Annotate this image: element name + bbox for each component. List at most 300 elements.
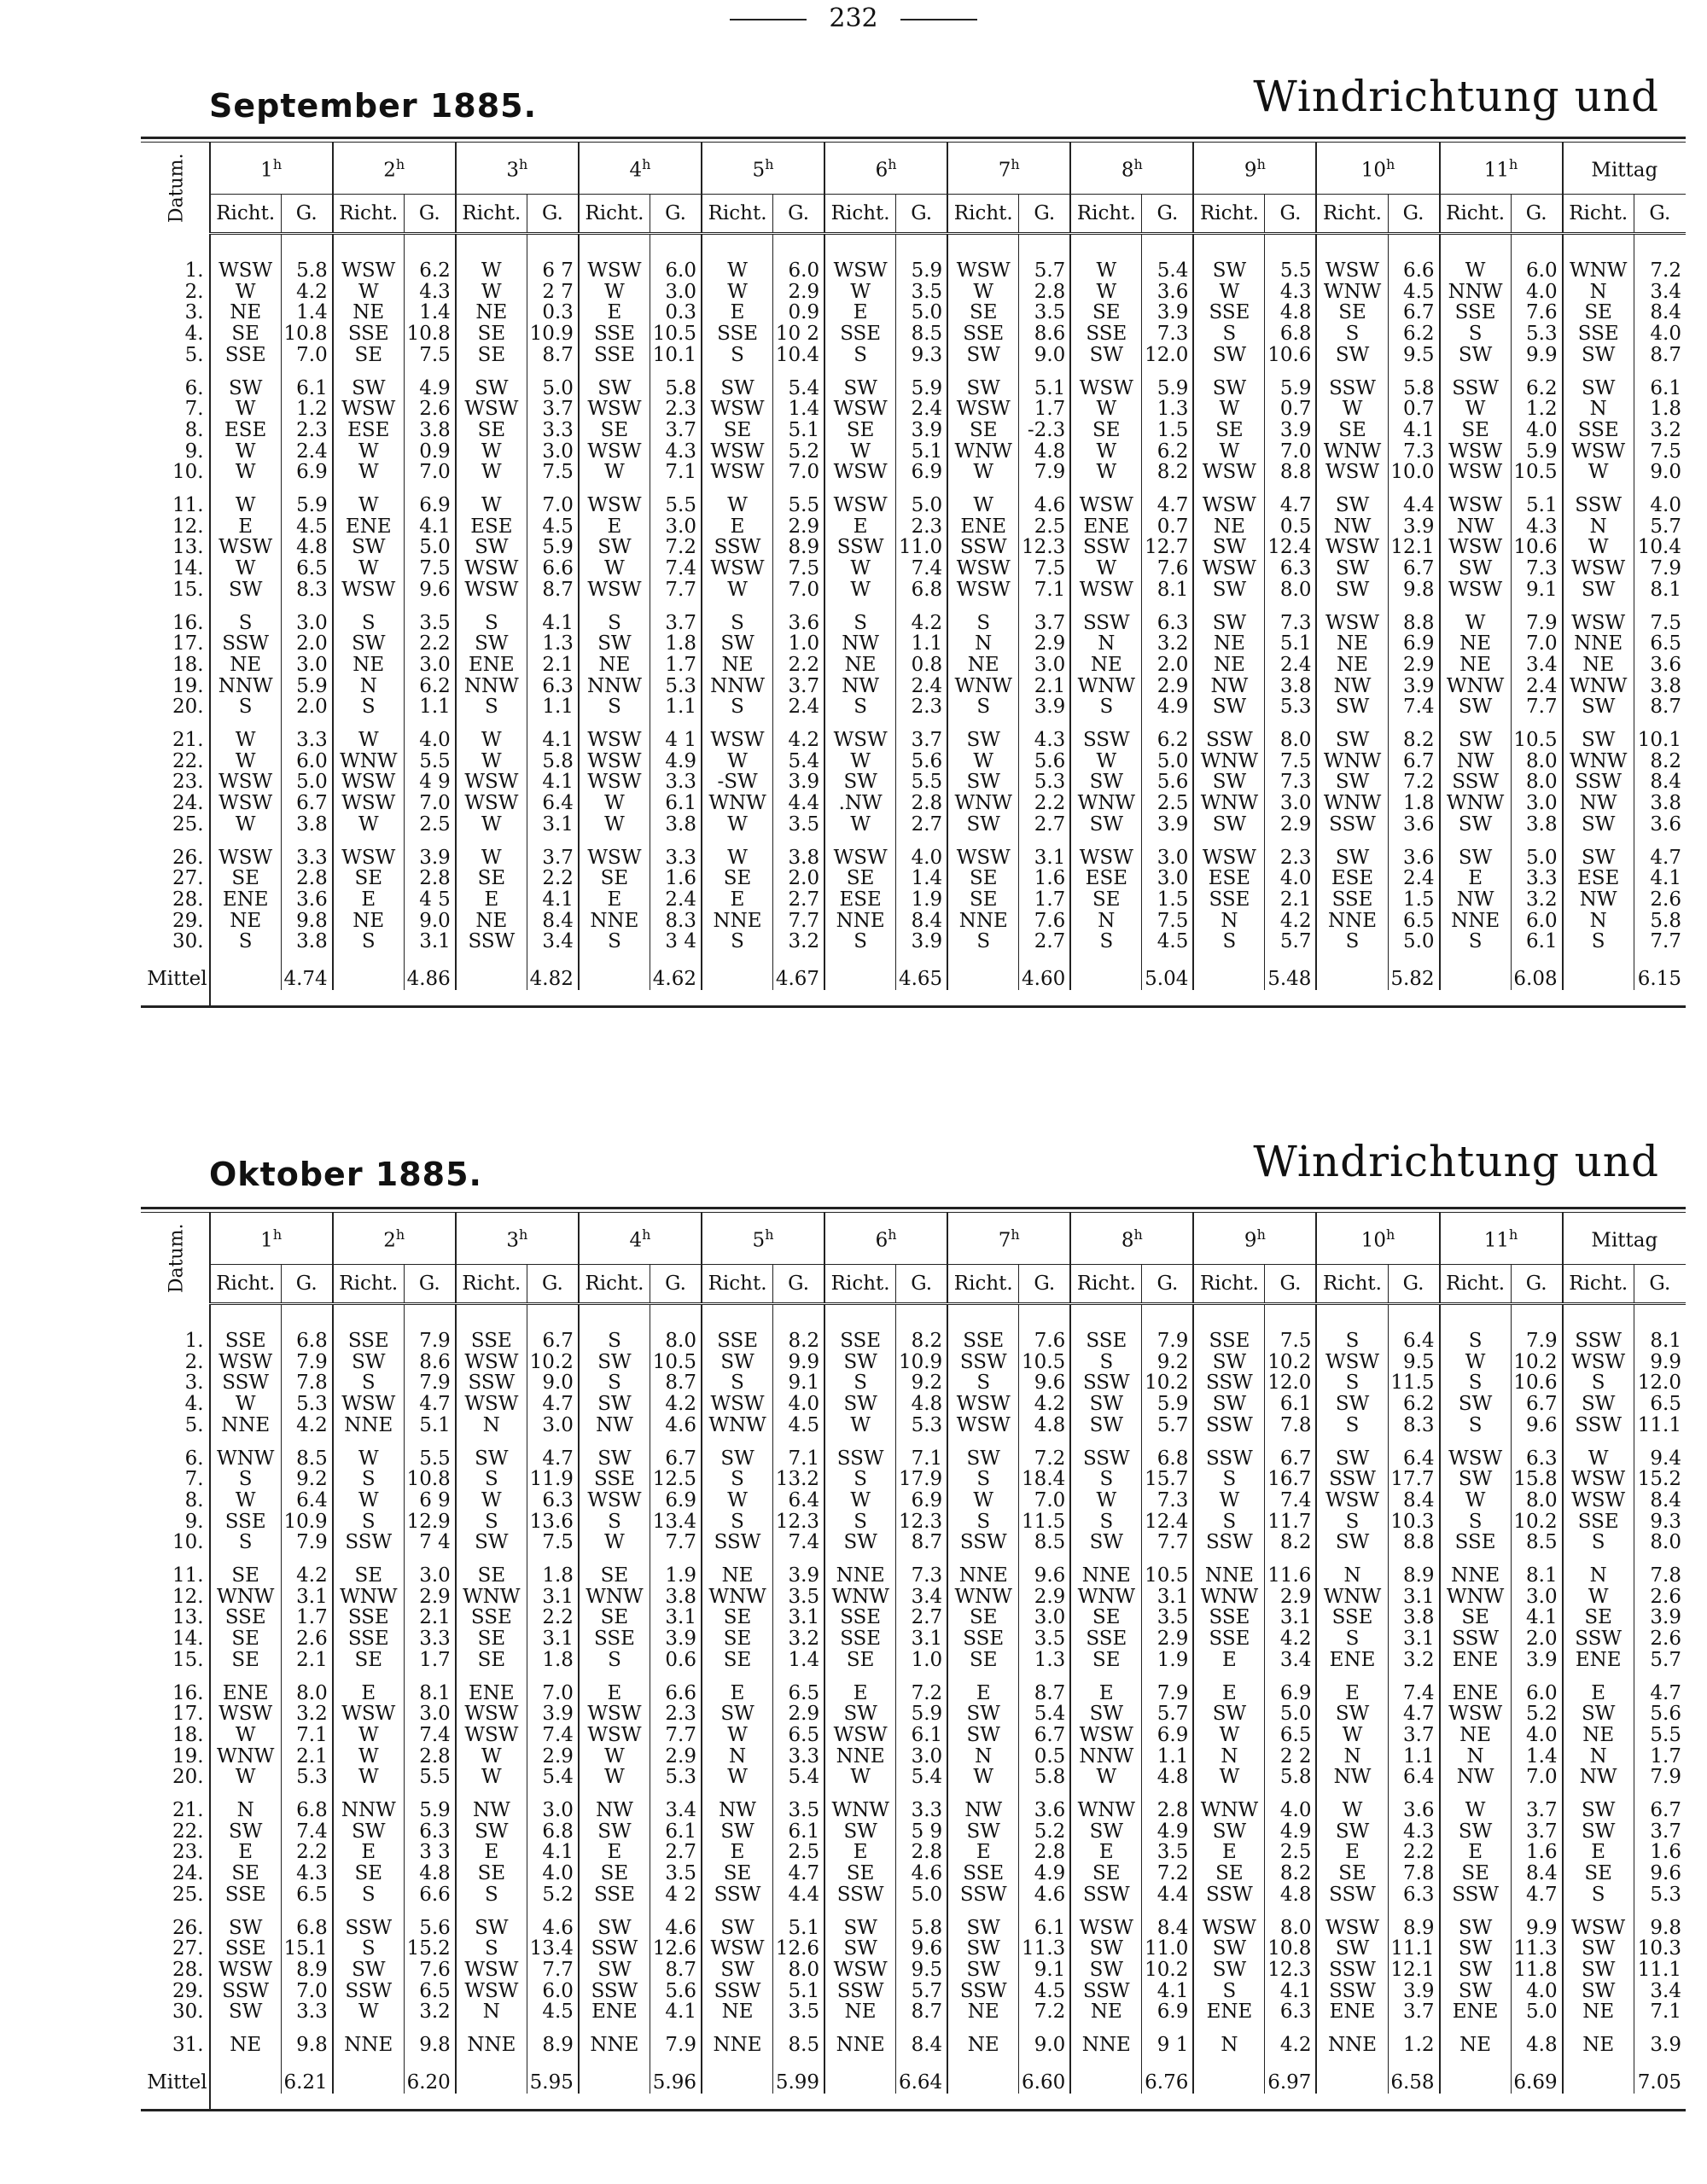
speed-cell: 5.2: [1034, 1820, 1066, 1843]
spacer-cell: [1440, 990, 1512, 1007]
spacer-cell: [1265, 234, 1316, 261]
spacer-cell: [1316, 1553, 1388, 1565]
direction-cell: SSW: [1316, 1960, 1388, 1981]
direction-cell: SW: [1440, 1960, 1512, 1981]
speed-cell: 6.7: [1402, 558, 1435, 579]
speed-cell: 3.7: [1402, 2001, 1435, 2024]
speed-cell: 5.5: [1279, 260, 1312, 282]
speed-cell: 3.7: [542, 847, 574, 869]
spacer-cell: [896, 601, 947, 613]
direction-cell: W: [579, 462, 650, 483]
direction-cell: ENE: [1440, 2001, 1512, 2023]
speed-cell: 7.7: [665, 579, 696, 601]
direction-cell: W: [210, 441, 282, 463]
speed-cell: 4.3: [419, 281, 451, 303]
hour-suffix: h: [1509, 1226, 1518, 1243]
spacer-cell: [1563, 366, 1634, 378]
direction-cell: SW: [1316, 345, 1388, 366]
speed-cell: 3.9: [911, 931, 943, 953]
direction-cell: N: [1193, 911, 1265, 932]
speed-cell: 3.1: [419, 931, 451, 953]
speed-cell: 7.0: [1034, 1489, 1066, 1511]
richt-header: Richt.: [947, 1265, 1019, 1304]
direction-cell: WNW: [456, 1587, 527, 1608]
spacer-cell: [404, 1906, 455, 1918]
speed-cell: 1.5: [1402, 888, 1435, 911]
spacer-cell: [650, 2094, 702, 2111]
speed-cell: 1.5: [1156, 888, 1189, 911]
hour-header: [579, 1213, 702, 1265]
speed-cell: 5.4: [911, 1767, 943, 1789]
spacer-cell: [947, 1553, 1019, 1565]
direction-cell: W: [1440, 613, 1512, 634]
direction-cell: N: [947, 633, 1019, 655]
speed-cell: 3.9: [1402, 515, 1435, 538]
direction-cell: W: [947, 495, 1019, 516]
hour-header: [1070, 143, 1193, 195]
speed-cell: 15.2: [1637, 1469, 1681, 1490]
direction-cell: WNW: [702, 793, 773, 814]
speed-cell: 5.3: [296, 1394, 328, 1415]
speed-cell: 3.0: [419, 654, 451, 676]
table-row: [141, 1607, 1686, 1628]
spacer-cell: [1265, 1553, 1316, 1565]
speed-cell: 4.2: [1034, 1394, 1066, 1415]
direction-cell: SSW: [1070, 1981, 1142, 2002]
speed-cell: 3.9: [1279, 419, 1312, 441]
speed-cell: 4.7: [1156, 495, 1189, 516]
direction-cell: W: [947, 462, 1019, 483]
speed-cell: 13.6: [529, 1511, 574, 1533]
direction-cell: W: [333, 1448, 405, 1470]
direction-cell: WNW: [1193, 1587, 1265, 1608]
speed-cell: 3.1: [542, 813, 574, 836]
speed-cell: 5.8: [665, 377, 696, 399]
day-cell: 26.: [141, 1918, 210, 1939]
spacer-cell: [947, 952, 1019, 990]
speed-cell: 6 7: [542, 260, 574, 282]
direction-cell: SW: [947, 1960, 1019, 1981]
hour-header: [333, 1213, 456, 1265]
direction-cell: SE: [1070, 1607, 1142, 1628]
direction-cell: SE: [947, 1607, 1019, 1628]
direction-cell: N: [1563, 516, 1634, 538]
speed-cell: 3.1: [788, 1607, 820, 1629]
direction-cell: N: [1070, 633, 1142, 655]
spacer-cell: [1193, 234, 1265, 261]
speed-cell: 5.6: [1034, 750, 1066, 772]
direction-cell: NW: [1440, 751, 1512, 772]
speed-cell: 6.5: [1279, 1724, 1312, 1746]
speed-cell: 8.7: [665, 1959, 696, 1981]
spacer-cell: [579, 234, 650, 261]
spacer-cell: [456, 366, 527, 378]
speed-cell: 18.4: [1022, 1469, 1066, 1490]
speed-cell: 7.6: [1156, 558, 1189, 579]
direction-cell: NE: [1563, 655, 1634, 676]
direction-cell: W: [579, 558, 650, 579]
speed-cell: 12.0: [1145, 344, 1189, 366]
direction-cell: WSW: [1440, 1448, 1512, 1470]
spacer-cell: [824, 1436, 896, 1448]
direction-cell: NE: [333, 655, 405, 676]
spacer-cell: [824, 836, 896, 847]
speed-cell: 6.8: [1156, 1447, 1189, 1470]
speed-cell: 5.8: [296, 260, 328, 282]
direction-cell: W: [456, 462, 527, 483]
direction-cell: SW: [1563, 730, 1634, 751]
direction-cell: WNW: [947, 1587, 1019, 1608]
speed-cell: 3 3: [419, 1842, 451, 1864]
spacer-cell: [281, 1671, 332, 1683]
table-row: [141, 931, 1686, 952]
direction-cell: E: [333, 1842, 405, 1863]
direction-cell: SE: [1070, 302, 1142, 323]
direction-cell: SW: [333, 1352, 405, 1373]
direction-cell: WSW: [579, 847, 650, 869]
direction-cell: WSW: [579, 495, 650, 516]
direction-cell: NNE: [1070, 2035, 1142, 2056]
direction-cell: E: [947, 1842, 1019, 1863]
speed-cell: 8.5: [788, 2035, 820, 2056]
speed-cell: 2.5: [1156, 793, 1189, 814]
speed-cell: 6.5: [1650, 633, 1681, 655]
speed-cell: 1.7: [1034, 399, 1066, 420]
speed-cell: 9.8: [296, 2035, 328, 2056]
direction-cell: NNE: [1440, 911, 1512, 932]
spacer-cell: [1193, 1553, 1265, 1565]
direction-cell: WSW: [456, 1394, 527, 1415]
speed-cell: 3.1: [542, 1628, 574, 1650]
speed-cell: 8.0: [1279, 1917, 1312, 1939]
speed-cell: 5.7: [1650, 515, 1681, 538]
spacer-cell: [1634, 1436, 1686, 1448]
direction-cell: SSW: [1070, 730, 1142, 751]
direction-cell: WNW: [1316, 441, 1388, 463]
speed-cell: 2.8: [296, 868, 328, 889]
speed-cell: 6.2: [419, 260, 451, 282]
direction-cell: SW: [456, 633, 527, 655]
hour-header: [1563, 143, 1686, 195]
richt-header: Richt.: [333, 195, 405, 234]
day-cell: 18.: [141, 655, 210, 676]
spacer-cell: [824, 952, 896, 990]
direction-cell: SSE: [210, 1607, 282, 1628]
direction-cell: SW: [947, 772, 1019, 793]
speed-cell: 5.5: [419, 1447, 451, 1470]
spacer-cell: [579, 990, 650, 1007]
spacer-cell: [1563, 2094, 1634, 2111]
direction-cell: SW: [1440, 1981, 1512, 2002]
direction-cell: SW: [1070, 1938, 1142, 1960]
direction-cell: WNW: [1316, 793, 1388, 814]
speed-cell: 3.9: [1156, 302, 1189, 324]
direction-cell: SW: [210, 2001, 282, 2023]
direction-cell: S: [947, 1511, 1019, 1533]
speed-cell: 6.0: [665, 260, 696, 282]
table-row: [141, 1918, 1686, 1939]
direction-cell: WNW: [1563, 260, 1634, 282]
mean-value: 4.65: [898, 968, 943, 991]
speed-cell: 6.3: [542, 675, 574, 697]
g-header: G.: [896, 195, 947, 234]
direction-cell: W: [1070, 1767, 1142, 1788]
spacer-cell: [141, 366, 210, 378]
page-number: 232: [0, 3, 1707, 33]
spacer-cell: [1316, 1671, 1388, 1683]
direction-cell: WSW: [333, 847, 405, 869]
speed-cell: 3.3: [665, 847, 696, 869]
spacer-cell: [1388, 366, 1439, 378]
direction-cell: WSW: [1563, 1352, 1634, 1373]
direction-cell: WSW: [1316, 537, 1388, 558]
direction-cell: NE: [702, 1565, 773, 1587]
speed-cell: 8.1: [1156, 579, 1189, 601]
direction-cell: NNW: [1070, 1746, 1142, 1768]
speed-cell: 3.3: [296, 847, 328, 869]
direction-cell: S: [702, 1469, 773, 1490]
direction-cell: NE: [1193, 516, 1265, 538]
speed-cell: 2.7: [1034, 931, 1066, 953]
spacer-cell: [579, 718, 650, 730]
speed-cell: 8.0: [1526, 1489, 1558, 1511]
speed-cell: 13.2: [775, 1469, 820, 1490]
hour-header: [456, 1213, 579, 1265]
speed-cell: 4.1: [542, 888, 574, 911]
hour-suffix: h: [1133, 1226, 1143, 1243]
spacer-cell: [579, 366, 650, 378]
direction-cell: NE: [1563, 1725, 1634, 1746]
direction-cell: W: [824, 1767, 896, 1788]
spacer-cell: [579, 1304, 650, 1331]
direction-cell: WSW: [579, 399, 650, 420]
direction-cell: NNE: [1316, 2035, 1388, 2056]
direction-cell: SE: [333, 868, 405, 889]
speed-cell: 2.9: [1402, 654, 1435, 676]
direction-cell: NW: [947, 1800, 1019, 1821]
richt-header: Richt.: [333, 1265, 405, 1304]
speed-cell: 8.8: [1279, 462, 1312, 484]
mean-value: 6.76: [1145, 2071, 1189, 2094]
spacer-cell: [1193, 2023, 1265, 2035]
day-cell: 25.: [141, 1884, 210, 1906]
spacer-cell: [824, 234, 896, 261]
day-cell: 9.: [141, 1511, 210, 1533]
direction-cell: S: [947, 613, 1019, 634]
spacer-cell: [333, 718, 405, 730]
day-cell: 6.: [141, 378, 210, 399]
day-cell: 5.: [141, 345, 210, 366]
speed-cell: 3.0: [1034, 1607, 1066, 1629]
direction-cell: W: [456, 814, 527, 836]
speed-cell: 5.7: [1279, 931, 1312, 953]
spacer-cell: [1265, 1671, 1316, 1683]
speed-cell: 2.9: [1279, 1586, 1312, 1608]
direction-cell: SSE: [210, 1884, 282, 1906]
direction-cell: WNW: [210, 1587, 282, 1608]
direction-cell: WSW: [824, 730, 896, 751]
direction-cell: WSW: [702, 1394, 773, 1415]
direction-cell: W: [333, 2001, 405, 2023]
speed-cell: 5.3: [911, 1414, 943, 1436]
speed-cell: 7.5: [788, 558, 820, 579]
direction-cell: SE: [210, 1650, 282, 1671]
direction-cell: SW: [1563, 579, 1634, 601]
direction-cell: NNW: [1440, 282, 1512, 303]
speed-cell: 11.5: [1390, 1372, 1435, 1395]
speed-cell: 4.9: [1279, 1820, 1312, 1843]
direction-cell: W: [1316, 1800, 1388, 1821]
spacer-cell: [527, 234, 578, 261]
speed-cell: 2.7: [911, 813, 943, 836]
speed-cell: 2.2: [788, 654, 820, 676]
day-cell: 8.: [141, 1490, 210, 1511]
direction-cell: SW: [1193, 1352, 1265, 1373]
speed-cell: 9.6: [1034, 1565, 1066, 1587]
table-row: [141, 633, 1686, 655]
speed-cell: 6.0: [788, 260, 820, 282]
spacer-cell: [1563, 601, 1634, 613]
direction-cell: SSW: [1563, 1415, 1634, 1436]
spacer-cell: [1388, 1553, 1439, 1565]
spacer-cell: [1511, 1436, 1562, 1448]
speed-cell: 7.2: [1402, 772, 1435, 794]
spacer-cell: [210, 2056, 282, 2094]
speed-cell: 12.6: [652, 1938, 696, 1960]
direction-cell: WSW: [702, 399, 773, 420]
hour-suffix: h: [1385, 156, 1395, 173]
direction-cell: N: [1193, 1746, 1265, 1768]
spacer-cell: [1634, 366, 1686, 378]
richt-header: Richt.: [1316, 1265, 1388, 1304]
spacer-cell: [210, 1788, 282, 1800]
direction-cell: WSW: [1070, 579, 1142, 601]
richt-header: Richt.: [210, 195, 282, 234]
speed-cell: 2.9: [1156, 675, 1189, 697]
hour-header: [947, 1213, 1070, 1265]
spacer-cell: [1070, 836, 1142, 847]
spacer-cell: [1388, 1671, 1439, 1683]
speed-cell: 7.4: [419, 1724, 451, 1746]
richt-header: Richt.: [1193, 195, 1265, 234]
speed-cell: 3.2: [1156, 633, 1189, 655]
speed-cell: 6.0: [1526, 1682, 1558, 1704]
spacer-cell: [1070, 483, 1142, 495]
direction-cell: WNW: [824, 1587, 896, 1608]
spacer-cell: [141, 2023, 210, 2035]
table-row: [141, 676, 1686, 697]
direction-cell: WSW: [702, 1938, 773, 1960]
spacer-cell: [1563, 1436, 1634, 1448]
spacer-cell: [1440, 1906, 1512, 1918]
direction-cell: SSW: [702, 1532, 773, 1553]
direction-cell: SW: [1563, 1800, 1634, 1821]
direction-cell: SSW: [1563, 495, 1634, 516]
direction-cell: W: [824, 1415, 896, 1436]
speed-cell: 3.2: [788, 931, 820, 953]
speed-cell: 5.7: [911, 1980, 943, 2002]
speed-cell: 1.3: [1156, 399, 1189, 420]
spacer-cell: [281, 366, 332, 378]
direction-cell: SW: [1440, 345, 1512, 366]
speed-cell: 0.7: [1279, 399, 1312, 420]
spacer-cell: [527, 601, 578, 613]
speed-cell: 6.9: [665, 1489, 696, 1511]
speed-cell: 3.3: [296, 730, 328, 751]
direction-cell: E: [1316, 1842, 1388, 1863]
spacer-cell: [527, 718, 578, 730]
speed-cell: 3.8: [665, 813, 696, 836]
direction-cell: W: [456, 282, 527, 303]
speed-cell: 5.0: [1526, 2001, 1558, 2024]
table-top-rule: [141, 137, 1686, 143]
speed-cell: 2.0: [296, 696, 328, 719]
direction-cell: W: [456, 1767, 527, 1788]
direction-cell: SE: [947, 889, 1019, 911]
direction-cell: NE: [1563, 2035, 1634, 2056]
direction-cell: W: [333, 1490, 405, 1511]
direction-cell: SW: [947, 1704, 1019, 1725]
speed-cell: 4.0: [1526, 1724, 1558, 1746]
speed-cell: 2.9: [1034, 1586, 1066, 1608]
speed-cell: 12.1: [1390, 1959, 1435, 1981]
hour-suffix: h: [1256, 156, 1266, 173]
spacer-cell: [650, 1906, 702, 1918]
speed-cell: 12.9: [406, 1511, 451, 1533]
direction-cell: ENE: [1193, 2001, 1265, 2023]
speed-cell: 3.7: [542, 399, 574, 420]
direction-cell: S: [333, 1469, 405, 1490]
speed-cell: 6.3: [1402, 1884, 1435, 1906]
spacer-cell: [281, 1436, 332, 1448]
direction-cell: SW: [947, 1918, 1019, 1939]
direction-cell: SSE: [333, 1607, 405, 1628]
spacer-cell: [1388, 1906, 1439, 1918]
spacer-cell: [1142, 1304, 1193, 1331]
direction-cell: WSW: [579, 579, 650, 601]
speed-cell: 12.5: [652, 1469, 696, 1490]
spacer-cell: [1019, 1671, 1070, 1683]
mean-value: 4.60: [1022, 968, 1066, 991]
spacer-cell: [1563, 483, 1634, 495]
direction-cell: S: [702, 1372, 773, 1394]
speed-cell: 0.7: [1156, 515, 1189, 538]
direction-cell: ENE: [1070, 516, 1142, 538]
speed-cell: 4.5: [542, 2001, 574, 2024]
direction-cell: S: [1316, 323, 1388, 345]
spacer-cell: [896, 1436, 947, 1448]
speed-cell: 6.6: [1402, 260, 1435, 282]
spacer-cell: [281, 2094, 332, 2111]
direction-cell: W: [333, 730, 405, 751]
direction-cell: SE: [1193, 1863, 1265, 1884]
spacer-cell: [702, 1436, 773, 1448]
spacer-cell: [896, 1906, 947, 1918]
speed-cell: 2.8: [419, 868, 451, 889]
hour-suffix: h: [1133, 156, 1143, 173]
spacer-cell: [773, 990, 824, 1007]
direction-cell: S: [1316, 1628, 1388, 1650]
table-row: [141, 1511, 1686, 1533]
direction-cell: W: [1563, 462, 1634, 483]
direction-cell: SW: [579, 1918, 650, 1939]
spacer-cell: [947, 1436, 1019, 1448]
spacer-cell: [1193, 1671, 1265, 1683]
direction-cell: WSW: [210, 772, 282, 793]
direction-cell: N: [456, 1415, 527, 1436]
direction-cell: SSE: [947, 1863, 1019, 1884]
speed-cell: 4.2: [911, 612, 943, 634]
